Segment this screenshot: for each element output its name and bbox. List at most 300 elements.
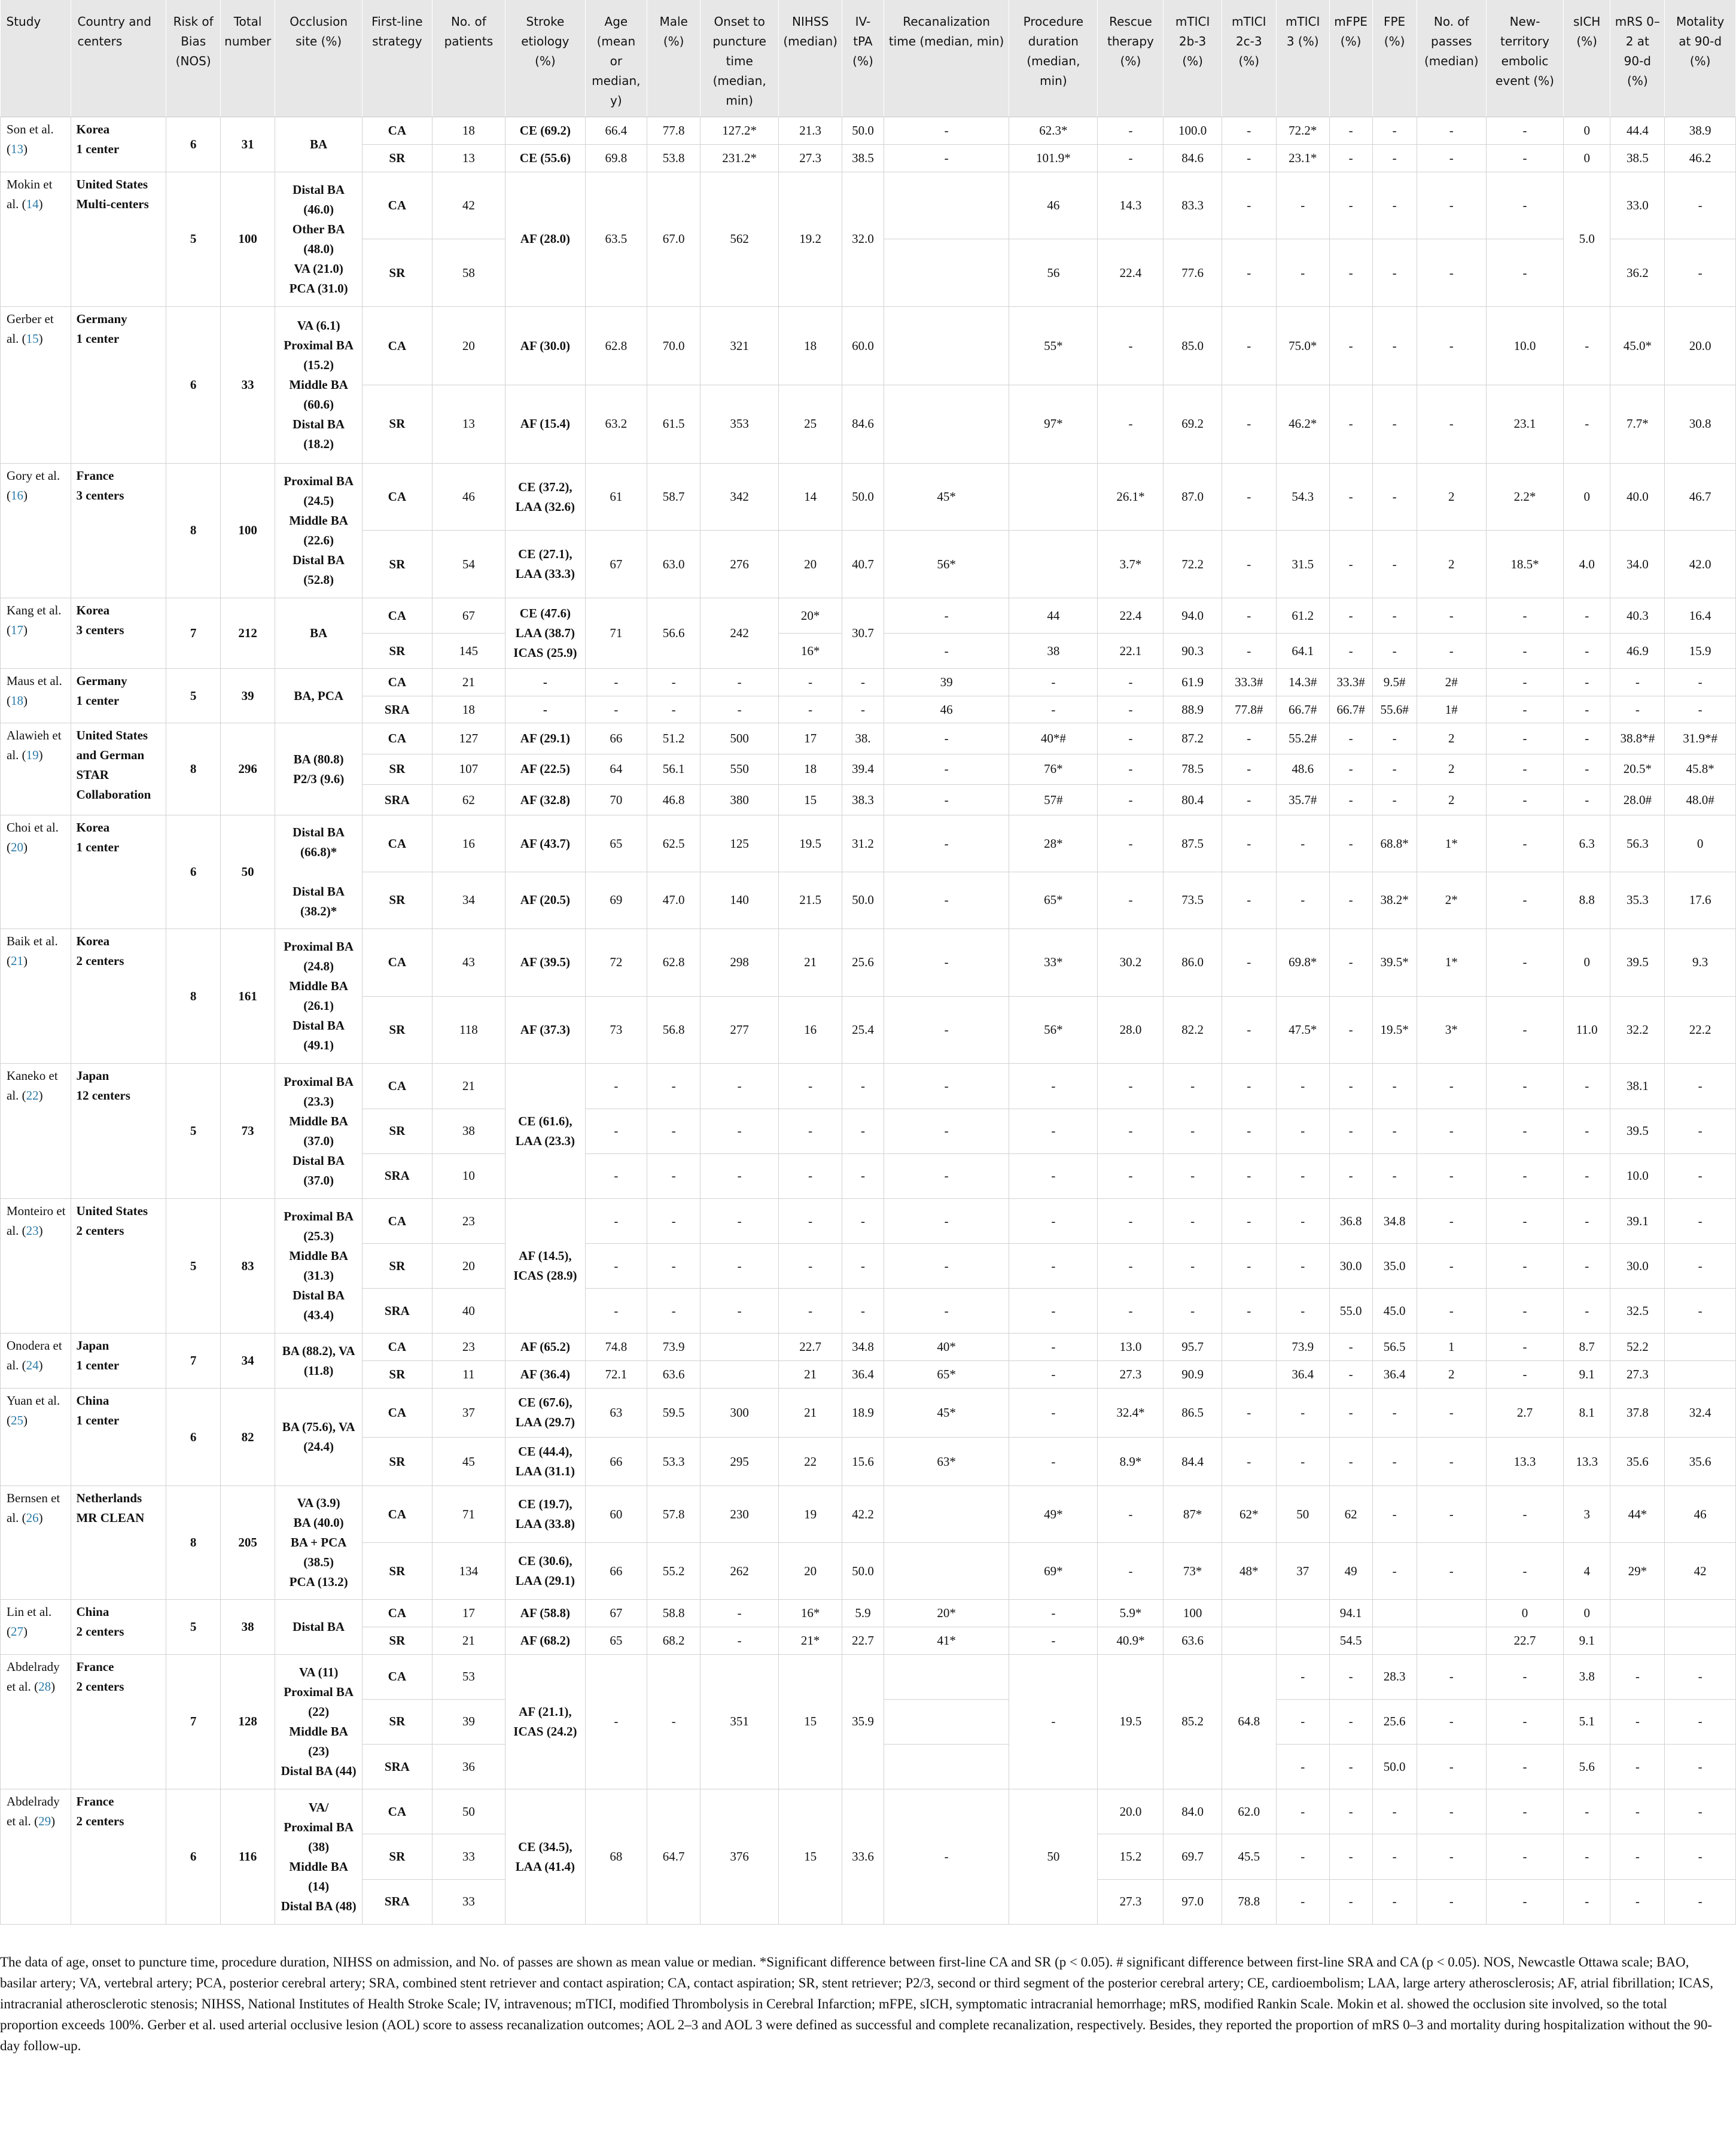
value-cell: 36.4 [1372, 1361, 1417, 1389]
study-name: Alawieh et al. [7, 728, 62, 763]
value-cell: - [779, 1064, 842, 1109]
value-cell: 20.0 [1098, 1789, 1164, 1834]
value-cell: 107 [432, 754, 505, 784]
strategy-cell: SR [363, 754, 432, 784]
study-cell: Alawieh et al. (19) [1, 723, 71, 815]
value-cell: 82.2 [1164, 996, 1222, 1064]
value-cell: 19.5* [1372, 996, 1417, 1064]
nos-cell: 5 [166, 172, 221, 307]
strategy-cell: SRA [363, 1289, 432, 1334]
value-cell: - [1098, 144, 1164, 172]
value-cell: - [1222, 1289, 1276, 1334]
value-cell: - [585, 1654, 647, 1789]
value-cell: 56 [1009, 239, 1098, 307]
value-cell: 56.6 [647, 598, 701, 669]
value-cell: 36.2 [1610, 239, 1665, 307]
value-cell: 2* [1417, 872, 1486, 929]
value-cell: 46 [1009, 172, 1098, 239]
value-cell: 39.5 [1610, 1109, 1665, 1153]
nos-cell: 5 [166, 1198, 221, 1334]
value-cell: 62.8 [585, 307, 647, 385]
value-cell: 2 [1417, 463, 1486, 531]
value-cell: - [1329, 1834, 1372, 1879]
value-cell: - [1417, 1389, 1486, 1438]
value-cell: 50.0 [842, 1543, 884, 1600]
value-cell: 56.5 [1372, 1334, 1417, 1361]
value-cell: - [1009, 1109, 1098, 1153]
value-cell: 54.5 [1329, 1627, 1372, 1654]
value-cell: 25 [779, 385, 842, 463]
value-cell: - [842, 1244, 884, 1289]
reference-link[interactable]: 13 [11, 142, 23, 156]
value-cell: 87.2 [1164, 723, 1222, 754]
value-cell: 61.5 [647, 385, 701, 463]
value-cell: 19.5 [779, 815, 842, 872]
value-cell: 1* [1417, 929, 1486, 996]
table-row [1, 1389, 1736, 1438]
value-cell: 56.3 [1610, 815, 1665, 872]
value-cell: 17 [779, 723, 842, 754]
value-cell: 94.0 [1164, 598, 1222, 634]
value-cell: - [1665, 1745, 1736, 1789]
value-cell: - [779, 1109, 842, 1153]
value-cell: - [1417, 1437, 1486, 1486]
value-cell: AF (22.5) [505, 754, 585, 784]
value-cell: 30.0 [1329, 1244, 1372, 1289]
value-cell: 145 [432, 634, 505, 669]
column-header: FPE (%) [1372, 0, 1417, 117]
value-cell: 36.4 [842, 1361, 884, 1389]
value-cell: - [1329, 239, 1372, 307]
country-cell: China 1 center [71, 1389, 166, 1486]
value-cell: AF (65.2) [505, 1334, 585, 1361]
value-cell: 55.2# [1276, 723, 1329, 754]
value-cell: - [1564, 1244, 1610, 1289]
value-cell: 276 [701, 531, 779, 598]
study-cell: Kaneko et al. (22) [1, 1064, 71, 1199]
value-cell: CE (34.5), LAA (41.4) [505, 1789, 585, 1925]
value-cell: - [1329, 1334, 1372, 1361]
value-cell [1610, 1600, 1665, 1627]
value-cell: 242 [701, 598, 779, 669]
value-cell: - [1486, 929, 1563, 996]
value-cell: - [647, 1064, 701, 1109]
value-cell: 62.0 [1222, 1789, 1276, 1834]
study-name: Kang et al. [7, 603, 62, 618]
value-cell: 61 [585, 463, 647, 531]
value-cell: 35.3 [1610, 872, 1665, 929]
value-cell: 70 [585, 784, 647, 815]
value-cell [1665, 1627, 1736, 1654]
value-cell: 38.5 [842, 144, 884, 172]
study-name: Lin et al. [7, 1605, 52, 1619]
reference-link[interactable]: 21 [11, 953, 23, 968]
value-cell: - [884, 1153, 1009, 1198]
value-cell: 2# [1417, 668, 1486, 696]
value-cell [884, 1699, 1009, 1744]
total-cell: 296 [221, 723, 275, 815]
value-cell: - [1098, 696, 1164, 723]
value-cell: - [1009, 1654, 1098, 1789]
value-cell: 65 [585, 1627, 647, 1654]
country-cell: United States Multi-centers [71, 172, 166, 307]
strategy-cell: SRA [363, 1879, 432, 1924]
value-cell: 64.1 [1276, 634, 1329, 669]
value-cell: - [1417, 1543, 1486, 1600]
value-cell: - [1564, 1109, 1610, 1153]
value-cell: 36.8 [1329, 1198, 1372, 1243]
value-cell: AF (29.1) [505, 723, 585, 754]
nos-cell: 8 [166, 929, 221, 1064]
value-cell: CE (55.6) [505, 144, 585, 172]
value-cell: - [1372, 784, 1417, 815]
value-cell [1276, 1627, 1329, 1654]
value-cell [1417, 1600, 1486, 1627]
value-cell: - [1486, 1486, 1563, 1543]
table-row [1, 815, 1736, 872]
value-cell: 34 [432, 872, 505, 929]
value-cell: - [1417, 144, 1486, 172]
reference-link[interactable]: 15 [26, 331, 39, 346]
value-cell: 65* [884, 1361, 1009, 1389]
reference-link[interactable]: 27 [11, 1624, 23, 1639]
value-cell: 40*# [1009, 723, 1098, 754]
table-row [1, 929, 1736, 996]
value-cell: 45 [432, 1437, 505, 1486]
value-cell: 50.0 [1372, 1745, 1417, 1789]
value-cell: - [1417, 598, 1486, 634]
value-cell: 30.0 [1610, 1244, 1665, 1289]
value-cell: AF (20.5) [505, 872, 585, 929]
total-cell: 39 [221, 668, 275, 723]
value-cell: 18 [432, 117, 505, 145]
value-cell: CE (44.4), LAA (31.1) [505, 1437, 585, 1486]
value-cell: 500 [701, 723, 779, 754]
value-cell: - [1486, 1879, 1563, 1924]
value-cell: 64.7 [647, 1789, 701, 1925]
value-cell: - [1276, 1389, 1329, 1438]
value-cell: - [1098, 385, 1164, 463]
value-cell: 33* [1009, 929, 1098, 996]
value-cell: - [884, 754, 1009, 784]
value-cell: - [1372, 1543, 1417, 1600]
study-name: Onodera et al. [7, 1338, 62, 1373]
value-cell: 32.5 [1610, 1289, 1665, 1334]
column-header: sICH (%) [1564, 0, 1610, 117]
value-cell: 72 [585, 929, 647, 996]
value-cell: 0 [1564, 117, 1610, 145]
table-row [1, 1064, 1736, 1109]
value-cell: 35.6 [1665, 1437, 1736, 1486]
value-cell: 15.6 [842, 1437, 884, 1486]
reference-link[interactable]: 18 [11, 693, 23, 708]
nos-cell: 6 [166, 1789, 221, 1925]
value-cell: - [1372, 144, 1417, 172]
column-header: Stroke etiology (%) [505, 0, 585, 117]
value-cell: - [701, 696, 779, 723]
value-cell: 63 [585, 1389, 647, 1438]
value-cell: 19.2 [779, 172, 842, 307]
column-header: Procedure duration (median, min) [1009, 0, 1098, 117]
value-cell [884, 307, 1009, 385]
value-cell: 127 [432, 723, 505, 754]
value-cell: 57# [1009, 784, 1098, 815]
value-cell: - [1372, 117, 1417, 145]
value-cell: 30.8 [1665, 385, 1736, 463]
value-cell: 38.8*# [1610, 723, 1665, 754]
table-row [1, 1486, 1736, 1543]
value-cell: - [1098, 1289, 1164, 1334]
value-cell: - [842, 668, 884, 696]
value-cell: - [1222, 598, 1276, 634]
value-cell: 38.1 [1610, 1064, 1665, 1109]
value-cell: - [1276, 1064, 1329, 1109]
value-cell: 70.0 [647, 307, 701, 385]
value-cell: AF (37.3) [505, 996, 585, 1064]
value-cell: 28.3 [1372, 1654, 1417, 1699]
value-cell: 230 [701, 1486, 779, 1543]
strategy-cell: SR [363, 872, 432, 929]
strategy-cell: CA [363, 668, 432, 696]
value-cell: 46.9 [1610, 634, 1665, 669]
value-cell: - [1564, 1289, 1610, 1334]
value-cell: 7.7* [1610, 385, 1665, 463]
total-cell: 116 [221, 1789, 275, 1925]
value-cell: 2.7 [1486, 1389, 1563, 1438]
strategy-cell: SRA [363, 784, 432, 815]
value-cell: 65 [585, 815, 647, 872]
value-cell: - [1417, 1289, 1486, 1334]
value-cell: 47.5* [1276, 996, 1329, 1064]
value-cell: 55.0 [1329, 1289, 1372, 1334]
strategy-cell: CA [363, 1198, 432, 1243]
column-header: First-line strategy [363, 0, 432, 117]
value-cell: - [1665, 1109, 1736, 1153]
total-cell: 161 [221, 929, 275, 1064]
value-cell: 63.6 [1164, 1627, 1222, 1654]
value-cell: 353 [701, 385, 779, 463]
value-cell: 39 [884, 668, 1009, 696]
reference-link[interactable]: 14 [26, 196, 39, 211]
value-cell [1222, 1334, 1276, 1361]
value-cell [1665, 1361, 1736, 1389]
value-cell: 60.0 [842, 307, 884, 385]
value-cell [1372, 1627, 1417, 1654]
value-cell: 22.7 [1486, 1627, 1563, 1654]
value-cell: 20 [432, 307, 505, 385]
value-cell: 8.7 [1564, 1334, 1610, 1361]
value-cell: 16.4 [1665, 598, 1736, 634]
value-cell: - [842, 696, 884, 723]
value-cell: - [1329, 929, 1372, 996]
value-cell: 51.2 [647, 723, 701, 754]
value-cell: - [1486, 1289, 1563, 1334]
value-cell: - [1098, 117, 1164, 145]
value-cell: - [1164, 1244, 1222, 1289]
reference-link[interactable]: 23 [26, 1223, 39, 1238]
value-cell: - [1098, 1244, 1164, 1289]
nos-cell: 8 [166, 723, 221, 815]
value-cell: - [779, 1244, 842, 1289]
value-cell: - [1329, 872, 1372, 929]
value-cell: 85.2 [1164, 1654, 1222, 1789]
value-cell: 21 [779, 1389, 842, 1438]
value-cell: 28.0 [1098, 996, 1164, 1064]
value-cell: - [842, 1289, 884, 1334]
value-cell: 295 [701, 1437, 779, 1486]
value-cell: - [779, 1198, 842, 1243]
value-cell: 25.4 [842, 996, 884, 1064]
value-cell: - [1009, 1361, 1098, 1389]
value-cell: 49* [1009, 1486, 1098, 1543]
value-cell: - [1610, 1699, 1665, 1744]
value-cell: - [1222, 784, 1276, 815]
total-cell: 212 [221, 598, 275, 669]
value-cell: 2 [1417, 531, 1486, 598]
value-cell: 0 [1564, 144, 1610, 172]
reference-link[interactable]: 24 [26, 1358, 39, 1373]
value-cell: AF (15.4) [505, 385, 585, 463]
total-cell: 33 [221, 307, 275, 464]
value-cell: 29* [1610, 1543, 1665, 1600]
value-cell: 35.9 [842, 1654, 884, 1789]
value-cell: 15.9 [1665, 634, 1736, 669]
strategy-cell: SR [363, 531, 432, 598]
value-cell: - [1222, 531, 1276, 598]
value-cell: 18 [432, 696, 505, 723]
value-cell: - [1372, 385, 1417, 463]
value-cell: 39.1 [1610, 1198, 1665, 1243]
value-cell: CE (67.6), LAA (29.7) [505, 1389, 585, 1438]
study-name: Son et al. [7, 122, 54, 136]
value-cell: CE (47.6) LAA (38.7) ICAS (25.9) [505, 598, 585, 669]
value-cell: 0 [1564, 1600, 1610, 1627]
country-cell: Korea 1 center [71, 815, 166, 929]
value-cell [884, 385, 1009, 463]
value-cell: - [1164, 1289, 1222, 1334]
value-cell: 22.4 [1098, 239, 1164, 307]
reference-link[interactable]: 20 [11, 840, 23, 855]
value-cell: 87.5 [1164, 815, 1222, 872]
value-cell: 31.2 [842, 815, 884, 872]
value-cell: 44* [1610, 1486, 1665, 1543]
country-cell: Netherlands MR CLEAN [71, 1486, 166, 1600]
strategy-cell: SR [363, 1543, 432, 1600]
strategy-cell: CA [363, 1064, 432, 1109]
value-cell: AF (30.0) [505, 307, 585, 385]
reference-link[interactable]: 16 [11, 488, 23, 503]
total-cell: 50 [221, 815, 275, 929]
value-cell: 14 [779, 463, 842, 531]
reference-link[interactable]: 19 [26, 748, 39, 763]
strategy-cell: SR [363, 239, 432, 307]
value-cell: 9.1 [1564, 1361, 1610, 1389]
value-cell: 58.7 [647, 463, 701, 531]
value-cell: 33 [432, 1879, 505, 1924]
value-cell: 21 [432, 1627, 505, 1654]
value-cell: 33.0 [1610, 172, 1665, 239]
table-row [1, 1654, 1736, 1699]
value-cell: - [779, 696, 842, 723]
value-cell: - [1222, 172, 1276, 239]
value-cell: - [1329, 385, 1372, 463]
value-cell: - [1222, 815, 1276, 872]
reference-link[interactable]: 28 [38, 1679, 51, 1694]
value-cell: 23.1 [1486, 385, 1563, 463]
reference-link[interactable]: 17 [11, 623, 23, 638]
value-cell: - [1417, 1486, 1486, 1543]
value-cell: 40.0 [1610, 463, 1665, 531]
strategy-cell: SR [363, 144, 432, 172]
value-cell: - [1372, 531, 1417, 598]
nos-cell: 7 [166, 1654, 221, 1789]
value-cell: - [1417, 1153, 1486, 1198]
value-cell: - [701, 1627, 779, 1654]
strategy-cell: SR [363, 634, 432, 669]
value-cell: 35.7# [1276, 784, 1329, 815]
strategy-cell: CA [363, 598, 432, 634]
value-cell: - [647, 668, 701, 696]
value-cell: - [1222, 117, 1276, 145]
value-cell: 0 [1486, 1600, 1563, 1627]
value-cell: - [1417, 1654, 1486, 1699]
study-cell: Maus et al. (18) [1, 668, 71, 723]
reference-link[interactable]: 25 [11, 1413, 23, 1427]
value-cell: 3* [1417, 996, 1486, 1064]
value-cell: 63.6 [647, 1361, 701, 1389]
value-cell: - [1098, 754, 1164, 784]
total-cell: 34 [221, 1334, 275, 1389]
value-cell: 61.2 [1276, 598, 1329, 634]
value-cell: - [1564, 668, 1610, 696]
value-cell: - [701, 668, 779, 696]
value-cell: - [884, 996, 1009, 1064]
column-header: New-territory embolic event (%) [1486, 0, 1563, 117]
value-cell: - [1665, 1789, 1736, 1834]
country-cell: France 3 centers [71, 463, 166, 598]
value-cell: 3 [1564, 1486, 1610, 1543]
value-cell: - [1665, 696, 1736, 723]
value-cell: 22.4 [1098, 598, 1164, 634]
value-cell: 54 [432, 531, 505, 598]
value-cell: 48* [1222, 1543, 1276, 1600]
value-cell: - [1276, 815, 1329, 872]
value-cell: - [1486, 1244, 1563, 1289]
reference-link[interactable]: 22 [26, 1088, 39, 1103]
value-cell: 46.2 [1665, 144, 1736, 172]
value-cell: - [701, 1064, 779, 1109]
reference-link[interactable]: 26 [26, 1511, 39, 1526]
occlusion-cell: BA (88.2), VA (11.8) [275, 1334, 363, 1389]
value-cell: 21.3 [779, 117, 842, 145]
strategy-cell: CA [363, 1334, 432, 1361]
value-cell: - [884, 1064, 1009, 1109]
value-cell: 41* [884, 1627, 1009, 1654]
value-cell: - [1329, 598, 1372, 634]
value-cell: 37.8 [1610, 1389, 1665, 1438]
value-cell: - [1486, 1654, 1563, 1699]
value-cell: 321 [701, 307, 779, 385]
reference-link[interactable]: 29 [38, 1814, 51, 1829]
value-cell: - [1417, 1064, 1486, 1109]
table-row [1, 117, 1736, 145]
total-cell: 38 [221, 1600, 275, 1655]
value-cell: - [1329, 463, 1372, 531]
value-cell: - [1372, 172, 1417, 239]
value-cell: 55.2 [647, 1543, 701, 1600]
value-cell: 87.0 [1164, 463, 1222, 531]
value-cell: 5.0 [1564, 172, 1610, 307]
